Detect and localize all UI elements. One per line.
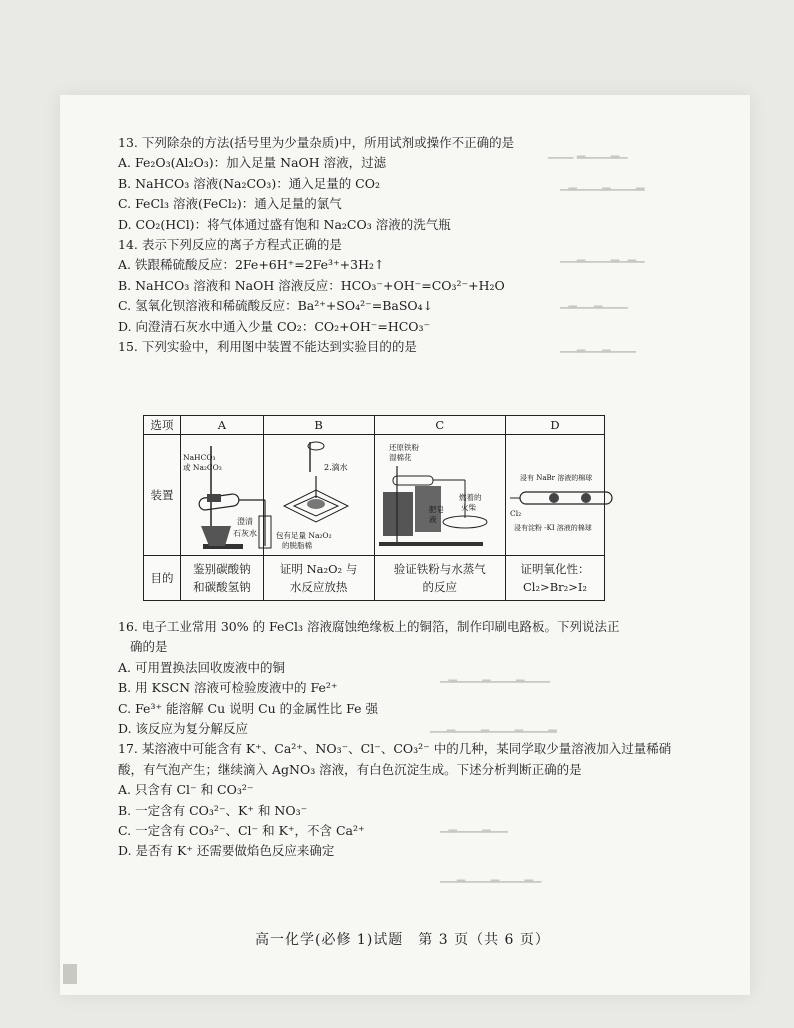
q16-option-b: B. 用 KSCN 溶液可检验废液中的 Fe²⁺ (118, 680, 338, 696)
apparatus-c (374, 435, 505, 556)
purpose-c (374, 556, 505, 601)
apparatus-a (181, 435, 264, 556)
q16-stem-line2: 确的是 (130, 639, 168, 655)
purpose-c-line1: 验证铁粉与水蒸气 (393, 562, 486, 576)
q14-option-d: D. 向澄清石灰水中通入少量 CO₂：CO₂+OH⁻=HCO₃⁻ (118, 318, 431, 334)
label-b1: 2.滴水 (323, 463, 348, 472)
q13-option-a: A. Fe₂O₃(Al₂O₃)：加入足量 NaOH 溶液，过滤 (118, 155, 387, 171)
q17-stem-line2: 酸，有气泡产生；继续滴入 AgNO₃ 溶液，有白色沉淀生成。下述分析判断正确的是 (118, 761, 582, 777)
q16-option-c: C. Fe³⁺ 能溶解 Cu 说明 Cu 的金属性比 Fe 强 (118, 700, 378, 716)
apparatus-c-drawing (375, 436, 495, 554)
page-footer: 高一化学(必修 1)试题 第 3 页（共 6 页） (255, 932, 550, 948)
q16-stem-line1: 16. 电子工业常用 30% 的 FeCl₃ 溶液腐蚀绝缘板上的铜箔，制作印刷电路板。下列说法正 (118, 619, 620, 634)
q14-option-c: C. 氢氧化钡溶液和稀硫酸反应：Ba²⁺+SO₄²⁻=BaSO₄↓ (118, 298, 434, 314)
exam-content (118, 133, 618, 357)
purpose-d-line2: Cl₂>Br₂>I₂ (522, 580, 588, 594)
label-d1: 浸有 NaBr 溶液的棉球 (520, 474, 593, 482)
label-d3: 浸有淀粉 -KI 溶液的棉球 (514, 524, 592, 532)
q13-option-c: C. FeCl₃ 溶液(FeCl₂)：通入足量的氯气 (118, 196, 342, 212)
exam-content-lower (118, 617, 672, 862)
apparatus-b-drawing (264, 436, 368, 554)
purpose-b-line2: 水反应放热 (289, 580, 348, 594)
purpose-d-line1: 证明氧化性： (520, 562, 590, 576)
q15-apparatus-table (143, 415, 605, 601)
label-a4: 石灰水 (233, 529, 257, 538)
bleed-through: ▁▂▁▁▁▂▁▁▁▂ (560, 178, 645, 191)
table-header-option: 选项 (144, 416, 181, 435)
q17-option-c: C. 一定含有 CO₃²⁻、Cl⁻ 和 K⁺，不含 Ca²⁺ (118, 823, 365, 839)
q17-option-d: D. 是否有 K⁺ 还需要做焰色反应来确定 (118, 843, 335, 859)
table-row-apparatus: 装置 (144, 435, 181, 556)
q14-option-a: A. 铁跟稀硫酸反应：2Fe+6H⁺=2Fe³⁺+3H₂↑ (118, 257, 385, 273)
apparatus-b (263, 435, 374, 556)
q17-option-a: A. 只含有 Cl⁻ 和 CO₃²⁻ (118, 782, 254, 798)
apparatus-d-drawing (506, 436, 624, 554)
bleed-through: ▁▁▂▁▁▁▂▁▁▁▂▁▁▁▂ (430, 720, 557, 733)
bleed-through: ▁▁▂▁▁▂▁▁▁ (560, 340, 637, 353)
bleed-through: ▁▂▁▁▂▁▁▁ (560, 296, 628, 309)
q15-stem: 15. 下列实验中，利用图中装置不能达到实验目的的是 (118, 339, 417, 355)
q17-option-b: B. 一定含有 CO₃²⁻、K⁺ 和 NO₃⁻ (118, 802, 308, 818)
table-row-purpose: 目的 (144, 556, 181, 601)
table-col-b: B (263, 416, 374, 435)
q13-stem: 13. 下列除杂的方法(括号里为少量杂质)中，所用试剂或操作不正确的是 (118, 135, 515, 150)
bleed-through: ▁▁▁ ▂▁▁▁▂▁ (548, 146, 628, 159)
label-a1: NaHCO₃ (183, 453, 216, 462)
bleed-through: ▁▁▂▁▁▁▂▁▂▁ (560, 250, 645, 263)
purpose-a-line2: 和碳酸氢钠 (193, 580, 251, 594)
q14-option-b: B. NaHCO₃ 溶液和 NaOH 溶液反应：HCO₃⁻+OH⁻=CO₃²⁻+H₂O (118, 277, 505, 293)
bleed-through: ▁▂▁▁▁▂▁▁▁▂▁▁▁ (440, 670, 550, 683)
page-corner-mark (63, 964, 77, 984)
label-c2: 湿棉花 (388, 453, 412, 462)
label-a3: 澄清 (237, 517, 253, 526)
purpose-a (181, 556, 264, 601)
table-col-a: A (181, 416, 264, 435)
q14-stem: 14. 表示下列反应的离子方程式正确的是 (118, 237, 342, 253)
q13-option-d: D. CO₂(HCl)：将气体通过盛有饱和 Na₂CO₃ 溶液的洗气瓶 (118, 216, 451, 232)
bleed-through: ▁▁▂▁▁▁▂▁▁▁▂▁ (440, 870, 542, 883)
label-c5: 燃着的 (458, 493, 482, 502)
label-b2: 包有足量 Na₂O₂ (275, 531, 332, 540)
q17-stem-line1: 17. 某溶液中可能含有 K⁺、Ca²⁺、NO₃⁻、Cl⁻、CO₃²⁻ 中的几种，某同学取少量溶液加入过量稀硝 (118, 741, 672, 757)
table-col-d: D (506, 416, 605, 435)
label-b3: 的脱脂棉 (281, 541, 312, 550)
label-d2: Cl₂ (510, 509, 522, 518)
table-col-c: C (374, 416, 505, 435)
purpose-d (506, 556, 605, 601)
purpose-b-line1: 证明 Na₂O₂ 与 (279, 562, 358, 576)
purpose-b (263, 556, 374, 601)
apparatus-d (506, 435, 605, 556)
bleed-through: ▁▂▁▁▁▂▁▁ (440, 820, 508, 833)
label-c3: 肥皂 (428, 505, 444, 514)
label-a2: 或 Na₂CO₃ (183, 463, 222, 472)
label-c6: 火柴 (460, 503, 476, 512)
purpose-a-line1: 鉴别碳酸钠 (193, 562, 251, 576)
q16-option-d: D. 该反应为复分解反应 (118, 721, 249, 737)
label-c1: 还原铁粉 (388, 443, 419, 452)
purpose-c-line2: 的反应 (422, 580, 458, 594)
q13-option-b: B. NaHCO₃ 溶液(Na₂CO₃)：通入足量的 CO₂ (118, 175, 380, 191)
label-c4: 液 (428, 515, 437, 524)
q16-option-a: A. 可用置换法回收废液中的铜 (118, 659, 285, 675)
